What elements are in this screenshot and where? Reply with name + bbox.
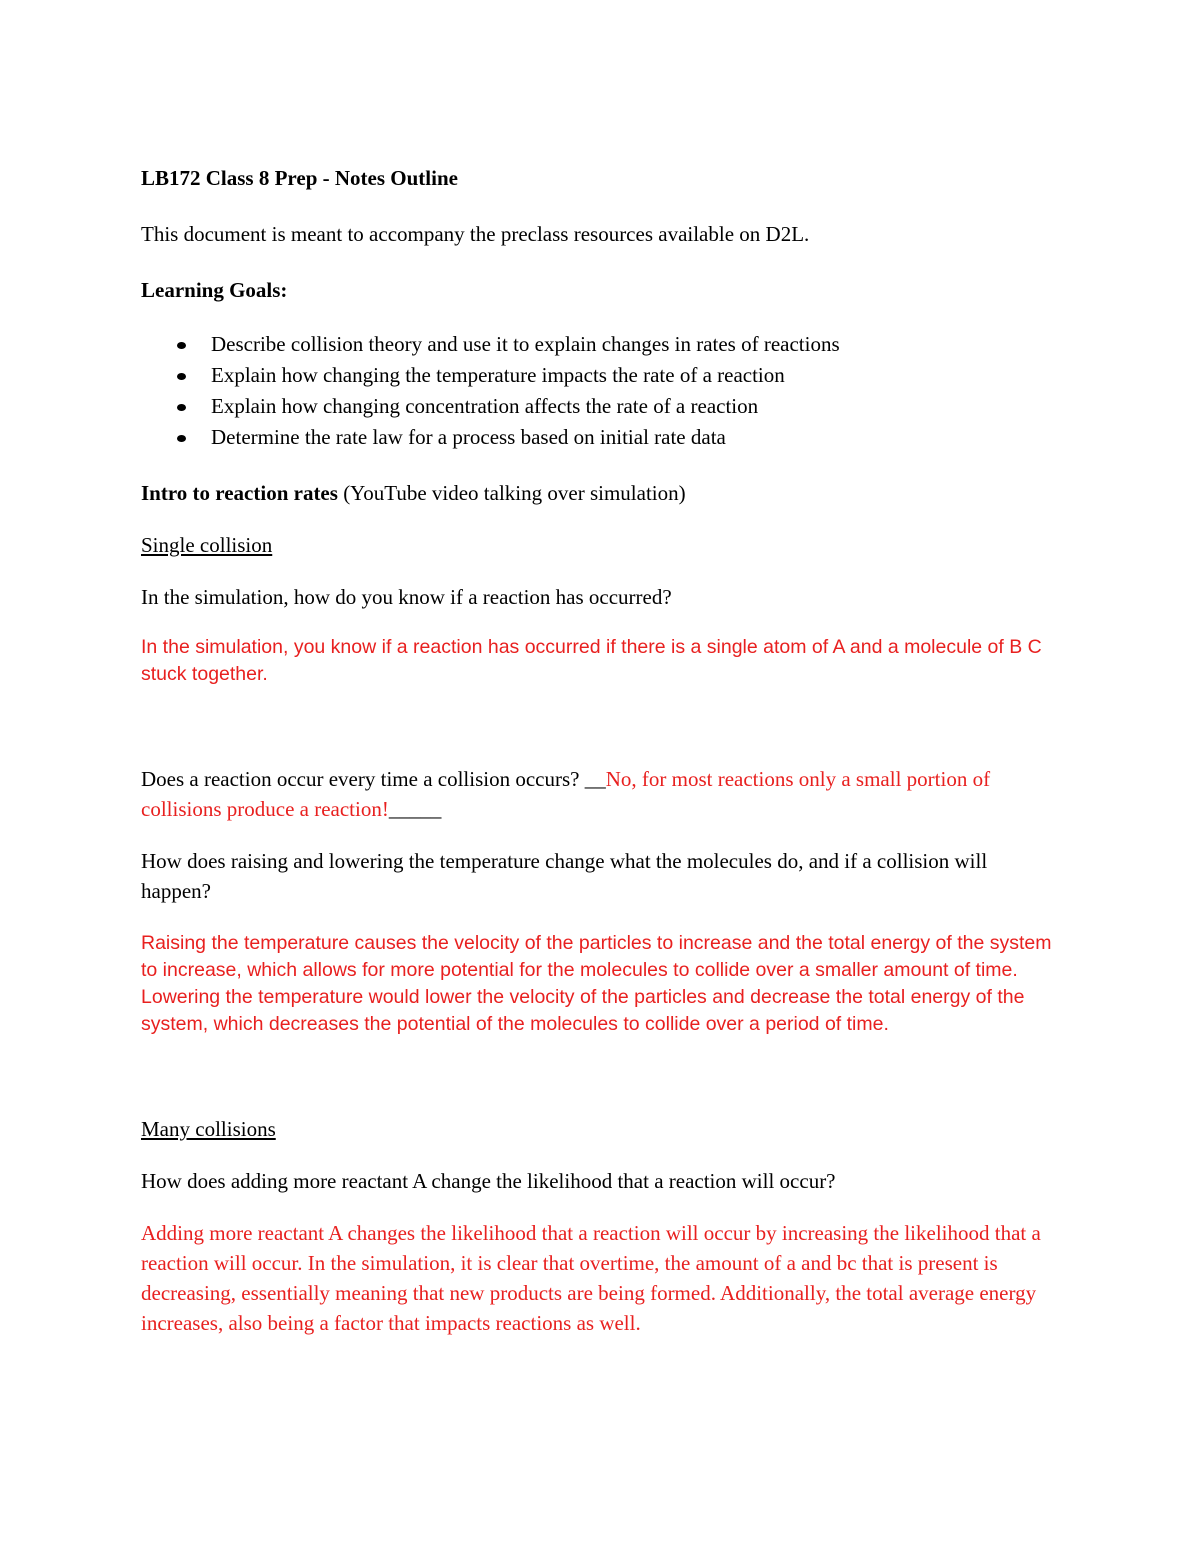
document-title: LB172 Class 8 Prep - Notes Outline [141, 166, 458, 190]
bullet-icon [177, 404, 186, 411]
section-heading-bold: Intro to reaction rates [141, 481, 338, 505]
section-heading-intro-reaction-rates [141, 478, 1056, 508]
learning-goals-list [141, 329, 1056, 453]
learning-goals-heading: Learning Goals: [141, 278, 288, 302]
goal-text: Explain how changing the temperature impacts the rate of a reaction [211, 363, 785, 387]
answer-2: No, for most reactions only a small portion of collisions produce a reaction! [141, 767, 991, 821]
bullet-icon [177, 342, 186, 349]
subheading-single-collision: Single collision [141, 533, 273, 557]
answer-blank: _____ [388, 797, 442, 821]
question-2 [141, 764, 1056, 824]
intro-text: This document is meant to accompany the preclass resources available on D2L. [141, 222, 810, 246]
answer-4: Adding more reactant A changes the likelihood that a reaction will occur by increasing the likelihood that a reaction will occur. In the simulation, it is clear that overtime, the amount of a and bc that is present is decreasing, essentially meaning that new products are being formed. Additionally, the total average energy increases, also being a factor that impacts reactions as well. [141, 1221, 1041, 1335]
document-body [141, 163, 1056, 1338]
list-item [141, 329, 1056, 360]
question-1: In the simulation, how do you know if a reaction has occurred? [141, 585, 672, 609]
answer-3: Raising the temperature causes the velocity of the particles to increase and the total energy of the system to increase, which allows for more potential for the molecules to collide over a smaller amount of time. Lowering the temperature would lower the velocity of the particles and decrease the total energy of the system, which decreases the potential of the molecules to collide over a period of time. [141, 932, 1052, 1035]
bullet-icon [177, 435, 186, 442]
list-item [141, 422, 1056, 453]
question-4: How does adding more reactant A change the likelihood that a reaction will occur? [141, 1169, 836, 1193]
goal-text: Determine the rate law for a process based on initial rate data [211, 425, 726, 449]
list-item [141, 360, 1056, 391]
goal-text: Explain how changing concentration affects the rate of a reaction [211, 394, 759, 418]
question-3: How does raising and lowering the temperature change what the molecules do, and if a collision will happen? [141, 849, 988, 903]
goal-text: Describe collision theory and use it to explain changes in rates of reactions [211, 332, 840, 356]
section-heading-note: (YouTube video talking over simulation) [337, 481, 686, 505]
answer-1: In the simulation, you know if a reaction has occurred if there is a single atom of A and a molecule of B C stuck together. [141, 636, 1042, 685]
list-item [141, 391, 1056, 422]
question-2-text: Does a reaction occur every time a collision occurs? __ [141, 767, 606, 791]
subheading-many-collisions: Many collisions [141, 1117, 276, 1141]
bullet-icon [177, 373, 186, 380]
